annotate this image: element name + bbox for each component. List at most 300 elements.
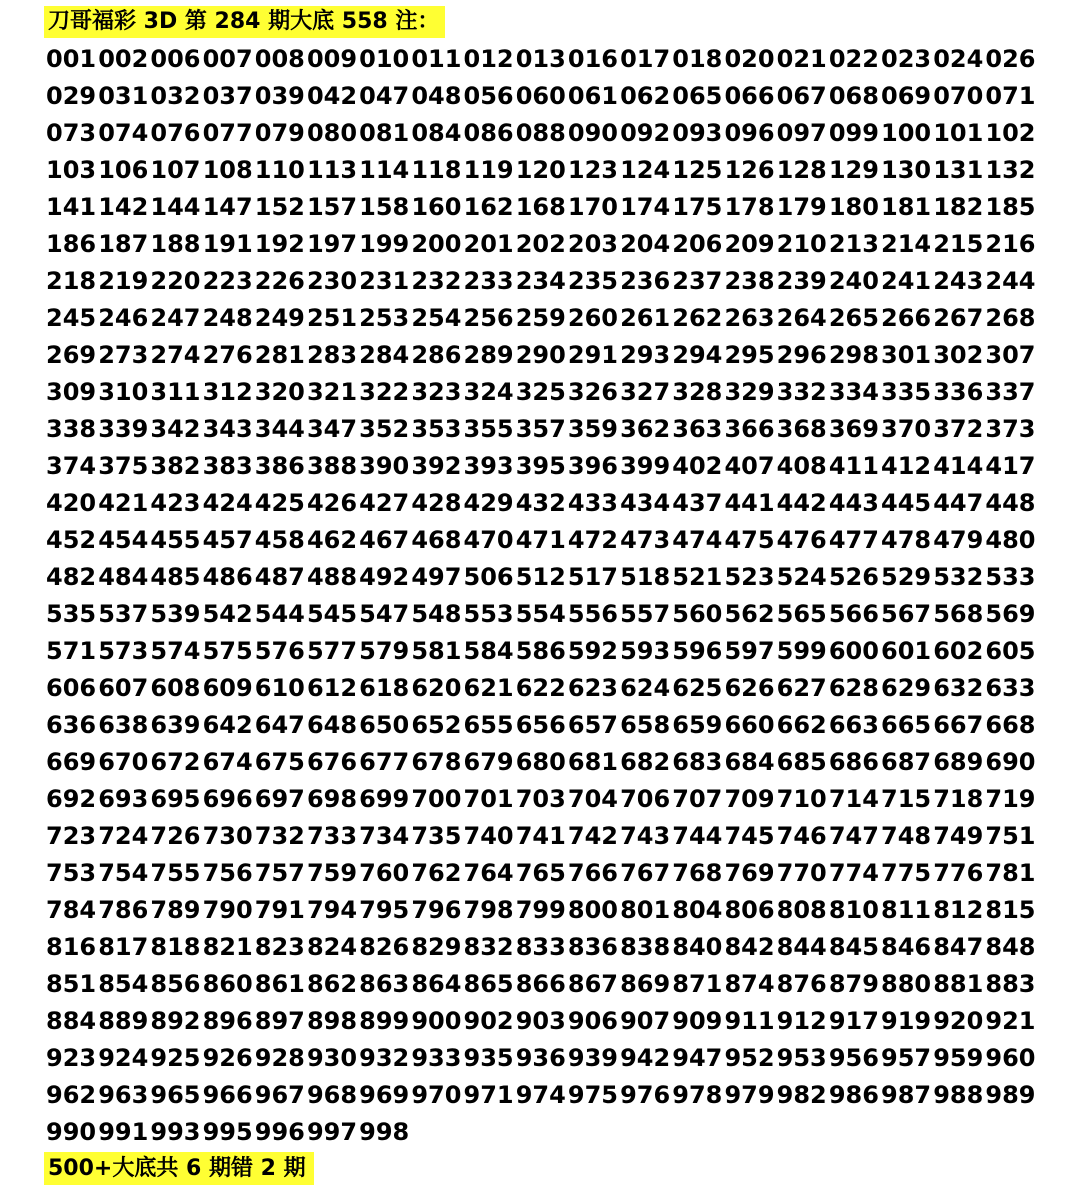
number-item: 001 <box>46 44 97 73</box>
number-item: 237 <box>672 266 723 295</box>
number-item: 223 <box>202 266 253 295</box>
number-item: 130 <box>881 155 932 184</box>
number-item: 321 <box>306 377 358 406</box>
number-item: 547 <box>359 599 410 628</box>
number-item: 434 <box>620 488 671 517</box>
number-item: 328 <box>672 377 723 406</box>
number-item: 542 <box>202 599 253 628</box>
number-item: 338 <box>46 414 97 443</box>
number-item: 433 <box>567 488 618 517</box>
number-item: 473 <box>620 525 671 554</box>
number-item: 458 <box>254 525 305 554</box>
number-item: 726 <box>150 821 201 850</box>
number-item: 382 <box>150 451 201 480</box>
number-item: 698 <box>306 784 358 813</box>
number-item: 269 <box>46 340 97 369</box>
number-item: 759 <box>306 858 358 887</box>
number-item: 484 <box>98 562 149 591</box>
number-item: 056 <box>463 81 514 110</box>
number-item: 687 <box>881 747 932 776</box>
number-item: 339 <box>98 414 149 443</box>
number-item: 848 <box>985 932 1036 961</box>
number-item: 533 <box>985 562 1036 591</box>
number-item: 158 <box>359 192 410 221</box>
number-item: 226 <box>254 266 305 295</box>
number-item: 923 <box>46 1043 97 1072</box>
number-item: 936 <box>515 1043 566 1072</box>
number-item: 344 <box>254 414 305 443</box>
number-item: 798 <box>463 895 514 924</box>
number-item: 734 <box>359 821 410 850</box>
number-grid <box>46 40 1038 1150</box>
number-item: 124 <box>620 155 671 184</box>
number-item: 518 <box>620 562 671 591</box>
number-item: 357 <box>515 414 566 443</box>
number-item: 359 <box>567 414 618 443</box>
number-row <box>46 77 1038 114</box>
number-item: 571 <box>46 636 97 665</box>
number-item: 362 <box>620 414 671 443</box>
number-item: 618 <box>359 673 410 702</box>
number-item: 128 <box>776 155 827 184</box>
number-item: 609 <box>202 673 253 702</box>
number-item: 632 <box>933 673 984 702</box>
number-item: 709 <box>724 784 775 813</box>
number-item: 767 <box>620 858 671 887</box>
number-item: 930 <box>306 1043 358 1072</box>
number-item: 704 <box>567 784 618 813</box>
number-item: 784 <box>46 895 97 924</box>
number-item: 186 <box>46 229 97 258</box>
number-item: 462 <box>306 525 358 554</box>
number-item: 575 <box>202 636 253 665</box>
number-item: 274 <box>150 340 201 369</box>
number-item: 710 <box>776 784 827 813</box>
number-item: 883 <box>985 969 1036 998</box>
number-item: 874 <box>724 969 775 998</box>
number-item: 714 <box>828 784 879 813</box>
number-item: 521 <box>672 562 723 591</box>
number-item: 475 <box>724 525 775 554</box>
number-item: 818 <box>150 932 201 961</box>
number-item: 048 <box>411 81 462 110</box>
number-item: 113 <box>306 155 358 184</box>
number-item: 732 <box>254 821 305 850</box>
number-item: 718 <box>933 784 984 813</box>
number-item: 414 <box>933 451 984 480</box>
number-item: 441 <box>724 488 775 517</box>
number-item: 748 <box>881 821 932 850</box>
number-item: 042 <box>306 81 358 110</box>
number-item: 200 <box>411 229 462 258</box>
number-row <box>46 928 1038 965</box>
number-item: 865 <box>463 969 514 998</box>
number-item: 074 <box>98 118 149 147</box>
number-item: 847 <box>933 932 984 961</box>
number-item: 724 <box>98 821 149 850</box>
number-item: 329 <box>724 377 775 406</box>
number-item: 628 <box>828 673 879 702</box>
number-item: 492 <box>359 562 410 591</box>
number-item: 249 <box>254 303 305 332</box>
number-item: 294 <box>672 340 723 369</box>
number-row <box>46 669 1038 706</box>
number-item: 579 <box>359 636 410 665</box>
number-item: 879 <box>828 969 879 998</box>
number-item: 472 <box>567 525 618 554</box>
number-item: 295 <box>724 340 775 369</box>
number-item: 181 <box>881 192 932 221</box>
number-item: 372 <box>933 414 984 443</box>
number-item: 251 <box>306 303 358 332</box>
number-item: 428 <box>411 488 462 517</box>
number-item: 675 <box>254 747 305 776</box>
number-item: 692 <box>46 784 97 813</box>
number-item: 674 <box>202 747 253 776</box>
number-item: 900 <box>411 1006 462 1035</box>
number-item: 608 <box>150 673 201 702</box>
number-item: 998 <box>359 1117 410 1146</box>
number-item: 024 <box>933 44 984 73</box>
number-item: 370 <box>881 414 932 443</box>
number-item: 663 <box>828 710 879 739</box>
number-item: 754 <box>98 858 149 887</box>
number-item: 719 <box>985 784 1036 813</box>
number-row <box>46 447 1038 484</box>
number-item: 009 <box>306 44 358 73</box>
number-item: 963 <box>98 1080 149 1109</box>
number-item: 610 <box>254 673 305 702</box>
number-item: 396 <box>567 451 618 480</box>
number-item: 668 <box>985 710 1036 739</box>
number-item: 762 <box>411 858 462 887</box>
number-item: 680 <box>515 747 566 776</box>
number-item: 769 <box>724 858 775 887</box>
number-item: 170 <box>567 192 618 221</box>
number-row <box>46 595 1038 632</box>
number-item: 909 <box>672 1006 723 1035</box>
number-item: 337 <box>985 377 1036 406</box>
number-item: 706 <box>620 784 671 813</box>
number-item: 020 <box>724 44 775 73</box>
number-item: 953 <box>776 1043 827 1072</box>
number-item: 336 <box>933 377 984 406</box>
number-item: 487 <box>254 562 305 591</box>
number-item: 108 <box>202 155 253 184</box>
number-item: 477 <box>828 525 879 554</box>
number-item: 529 <box>881 562 932 591</box>
number-item: 703 <box>515 784 566 813</box>
number-item: 902 <box>463 1006 514 1035</box>
number-item: 182 <box>933 192 984 221</box>
number-item: 363 <box>672 414 723 443</box>
number-item: 512 <box>515 562 566 591</box>
number-row <box>46 780 1038 817</box>
number-item: 191 <box>202 229 253 258</box>
number-row <box>46 706 1038 743</box>
number-item: 770 <box>776 858 827 887</box>
number-item: 700 <box>411 784 462 813</box>
issue-title: 刀哥福彩 3D 第 284 期大底 558 注： <box>44 6 445 38</box>
summary-footer: 500+大底共 6 期错 2 期 <box>44 1152 314 1185</box>
number-item: 756 <box>202 858 253 887</box>
number-item: 264 <box>776 303 827 332</box>
number-item: 343 <box>202 414 253 443</box>
number-item: 284 <box>359 340 410 369</box>
number-item: 142 <box>98 192 149 221</box>
number-item: 745 <box>724 821 775 850</box>
number-item: 775 <box>881 858 932 887</box>
number-item: 566 <box>828 599 879 628</box>
number-item: 812 <box>933 895 984 924</box>
number-item: 347 <box>306 414 358 443</box>
number-item: 622 <box>515 673 566 702</box>
number-item: 080 <box>306 118 358 147</box>
number-item: 753 <box>46 858 97 887</box>
number-item: 755 <box>150 858 201 887</box>
number-item: 123 <box>567 155 618 184</box>
number-item: 312 <box>202 377 253 406</box>
number-item: 815 <box>985 895 1036 924</box>
number-item: 187 <box>98 229 149 258</box>
number-item: 426 <box>306 488 358 517</box>
number-item: 751 <box>985 821 1036 850</box>
number-item: 781 <box>985 858 1036 887</box>
number-item: 395 <box>515 451 566 480</box>
number-item: 906 <box>567 1006 618 1035</box>
number-item: 565 <box>776 599 827 628</box>
number-item: 823 <box>254 932 305 961</box>
number-item: 988 <box>933 1080 984 1109</box>
number-item: 325 <box>515 377 566 406</box>
number-item: 068 <box>828 81 879 110</box>
number-row <box>46 373 1038 410</box>
number-item: 206 <box>672 229 723 258</box>
number-item: 202 <box>515 229 566 258</box>
number-item: 659 <box>672 710 723 739</box>
number-item: 537 <box>98 599 149 628</box>
number-item: 286 <box>411 340 462 369</box>
number-item: 811 <box>881 895 932 924</box>
number-item: 804 <box>672 895 723 924</box>
number-item: 523 <box>724 562 775 591</box>
number-item: 327 <box>620 377 671 406</box>
number-item: 545 <box>306 599 358 628</box>
number-item: 355 <box>463 414 514 443</box>
number-item: 032 <box>150 81 201 110</box>
number-item: 047 <box>359 81 410 110</box>
number-item: 978 <box>672 1080 723 1109</box>
number-item: 101 <box>933 118 984 147</box>
number-item: 833 <box>515 932 566 961</box>
number-item: 765 <box>515 858 566 887</box>
number-item: 210 <box>776 229 827 258</box>
number-item: 352 <box>359 414 410 443</box>
number-item: 597 <box>724 636 775 665</box>
number-item: 129 <box>828 155 879 184</box>
number-item: 203 <box>567 229 618 258</box>
number-item: 569 <box>985 599 1036 628</box>
number-item: 869 <box>620 969 671 998</box>
number-item: 627 <box>776 673 827 702</box>
number-item: 383 <box>202 451 253 480</box>
number-item: 147 <box>202 192 253 221</box>
number-item: 447 <box>933 488 984 517</box>
number-item: 810 <box>828 895 879 924</box>
number-item: 601 <box>881 636 932 665</box>
number-item: 016 <box>567 44 618 73</box>
number-item: 656 <box>515 710 566 739</box>
number-item: 232 <box>411 266 462 295</box>
number-item: 816 <box>46 932 97 961</box>
number-item: 962 <box>46 1080 97 1109</box>
number-item: 568 <box>933 599 984 628</box>
number-item: 233 <box>463 266 514 295</box>
number-item: 840 <box>672 932 723 961</box>
number-item: 539 <box>150 599 201 628</box>
number-item: 209 <box>724 229 775 258</box>
number-item: 022 <box>828 44 879 73</box>
number-item: 862 <box>306 969 358 998</box>
number-item: 584 <box>463 636 514 665</box>
number-item: 625 <box>672 673 723 702</box>
number-row <box>46 891 1038 928</box>
number-item: 218 <box>46 266 97 295</box>
number-item: 301 <box>881 340 932 369</box>
number-item: 620 <box>411 673 462 702</box>
number-item: 071 <box>985 81 1036 110</box>
number-item: 556 <box>567 599 618 628</box>
number-item: 097 <box>776 118 827 147</box>
number-item: 535 <box>46 599 97 628</box>
number-item: 373 <box>985 414 1036 443</box>
number-item: 245 <box>46 303 97 332</box>
number-item: 100 <box>881 118 932 147</box>
number-item: 695 <box>150 784 201 813</box>
number-item: 213 <box>828 229 879 258</box>
number-item: 474 <box>672 525 723 554</box>
number-item: 179 <box>776 192 827 221</box>
number-item: 647 <box>254 710 305 739</box>
number-item: 633 <box>985 673 1036 702</box>
number-item: 248 <box>202 303 253 332</box>
number-item: 524 <box>776 562 827 591</box>
number-item: 794 <box>306 895 358 924</box>
number-item: 925 <box>150 1043 201 1072</box>
number-item: 844 <box>776 932 827 961</box>
number-item: 013 <box>515 44 566 73</box>
number-item: 766 <box>567 858 618 887</box>
number-item: 443 <box>828 488 879 517</box>
number-item: 889 <box>98 1006 149 1035</box>
number-item: 307 <box>985 340 1036 369</box>
number-row <box>46 114 1038 151</box>
number-item: 880 <box>881 969 932 998</box>
number-item: 335 <box>881 377 932 406</box>
number-item: 776 <box>933 858 984 887</box>
number-item: 392 <box>411 451 462 480</box>
number-item: 066 <box>724 81 775 110</box>
number-item: 259 <box>515 303 566 332</box>
number-row <box>46 225 1038 262</box>
number-item: 468 <box>411 525 462 554</box>
number-item: 131 <box>933 155 984 184</box>
number-item: 592 <box>567 636 618 665</box>
number-item: 006 <box>150 44 201 73</box>
number-item: 231 <box>359 266 410 295</box>
number-item: 311 <box>150 377 201 406</box>
number-item: 829 <box>411 932 462 961</box>
number-item: 454 <box>98 525 149 554</box>
number-item: 486 <box>202 562 253 591</box>
number-item: 021 <box>776 44 827 73</box>
number-item: 707 <box>672 784 723 813</box>
number-item: 921 <box>985 1006 1036 1035</box>
number-item: 168 <box>515 192 566 221</box>
number-item: 557 <box>620 599 671 628</box>
number-item: 884 <box>46 1006 97 1035</box>
number-item: 497 <box>411 562 462 591</box>
number-item: 141 <box>46 192 97 221</box>
number-item: 723 <box>46 821 97 850</box>
number-item: 298 <box>828 340 879 369</box>
number-item: 757 <box>254 858 305 887</box>
number-item: 639 <box>150 710 201 739</box>
number-item: 144 <box>150 192 201 221</box>
number-item: 366 <box>724 414 775 443</box>
number-item: 621 <box>463 673 514 702</box>
number-item: 989 <box>985 1080 1036 1109</box>
number-item: 526 <box>828 562 879 591</box>
number-item: 488 <box>306 562 358 591</box>
number-item: 432 <box>515 488 566 517</box>
number-item: 061 <box>567 81 618 110</box>
number-item: 023 <box>881 44 932 73</box>
number-item: 667 <box>933 710 984 739</box>
number-item: 204 <box>620 229 671 258</box>
number-item: 836 <box>567 932 618 961</box>
number-item: 011 <box>411 44 462 73</box>
number-item: 219 <box>98 266 149 295</box>
number-item: 425 <box>254 488 305 517</box>
number-item: 069 <box>881 81 932 110</box>
number-item: 861 <box>254 969 305 998</box>
number-item: 079 <box>254 118 305 147</box>
number-item: 864 <box>411 969 462 998</box>
number-item: 939 <box>567 1043 618 1072</box>
number-item: 871 <box>672 969 723 998</box>
number-item: 007 <box>202 44 253 73</box>
number-item: 268 <box>985 303 1036 332</box>
number-item: 959 <box>933 1043 984 1072</box>
number-item: 369 <box>828 414 879 443</box>
number-item: 290 <box>515 340 566 369</box>
number-item: 683 <box>672 747 723 776</box>
number-item: 002 <box>98 44 149 73</box>
number-item: 606 <box>46 673 97 702</box>
number-item: 256 <box>463 303 514 332</box>
number-item: 220 <box>150 266 201 295</box>
number-item: 388 <box>306 451 358 480</box>
number-item: 626 <box>724 673 775 702</box>
number-item: 332 <box>776 377 827 406</box>
number-item: 470 <box>463 525 514 554</box>
number-item: 662 <box>776 710 827 739</box>
number-item: 638 <box>98 710 149 739</box>
number-item: 660 <box>724 710 775 739</box>
number-row <box>46 40 1038 77</box>
number-row <box>46 188 1038 225</box>
